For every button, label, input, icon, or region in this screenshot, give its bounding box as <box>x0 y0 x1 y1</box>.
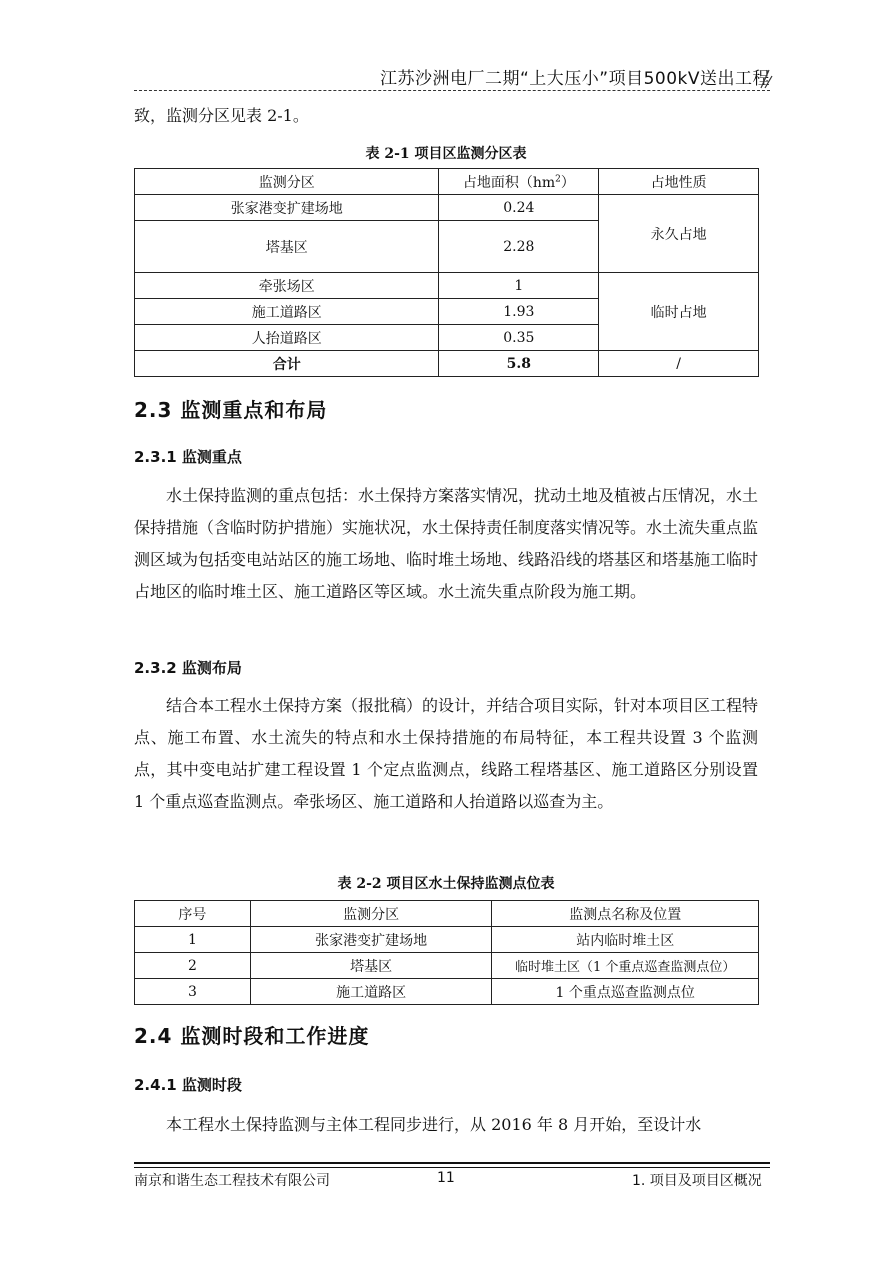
header-corner-mark <box>759 66 773 90</box>
table-header-cell: 占地性质 <box>599 169 759 195</box>
table-row <box>135 927 759 953</box>
table-cell: 施工道路区 <box>135 299 439 325</box>
intro-text: 致，监测分区见表 2-1。 <box>134 106 309 125</box>
section-2-3-heading: 2.3 监测重点和布局 <box>134 398 328 422</box>
table-cell: 2 <box>135 953 251 979</box>
table-2-1 <box>134 168 759 377</box>
table-cell: 人抬道路区 <box>135 325 439 351</box>
table-header-cell: 监测分区 <box>250 901 492 927</box>
header-divider <box>134 90 770 91</box>
table-cell-nature-permanent: 永久占地 <box>599 195 759 273</box>
table-total-row <box>135 351 759 377</box>
table-cell: 塔基区 <box>135 221 439 273</box>
footer-company: 南京和谐生态工程技术有限公司 <box>134 1173 330 1189</box>
table-cell: 3 <box>135 979 251 1005</box>
table-row <box>135 195 759 221</box>
subsection-2-3-2-heading: 2.3.2 监测布局 <box>134 659 242 677</box>
table-cell-nature-temporary: 临时占地 <box>599 273 759 351</box>
subsection-2-4-1-heading: 2.4.1 监测时段 <box>134 1076 242 1094</box>
footer-page-number: 11 <box>437 1170 455 1186</box>
table-header-row <box>135 169 759 195</box>
table-cell: 1 个重点巡查监测点位 <box>492 979 759 1005</box>
table2-caption: 表 2-2 项目区水土保持监测点位表 <box>337 876 555 892</box>
table-cell: 施工道路区 <box>250 979 492 1005</box>
page-header-title: 江苏沙洲电厂二期“上大压小”项目500kV送出工程 <box>379 69 770 89</box>
table-cell: 张家港变扩建场地 <box>250 927 492 953</box>
table-cell: 1 <box>135 927 251 953</box>
subsection-2-3-1-heading: 2.3.1 监测重点 <box>134 448 242 466</box>
table-header-cell: 序号 <box>135 901 251 927</box>
table-total-label: 合计 <box>135 351 439 377</box>
table-total-nature: / <box>599 351 759 377</box>
table-cell: 0.24 <box>439 195 599 221</box>
table-cell: 张家港变扩建场地 <box>135 195 439 221</box>
subsection-2-3-2-paragraph: 结合本工程水土保持方案（报批稿）的设计，并结合项目实际，针对本项目区工程特点、施工布置、水土流失的特点和水土保持措施的布局特征，本工程共设置 3 个监测点，其中变电站扩建工程设置 1 个定点监测点，线路工程塔基区、施工道路区分别设置 1 个重点巡查监测点。牵张场区、施工道路和人抬道路以巡查为主。 <box>134 696 759 811</box>
table-row <box>135 953 759 979</box>
footer-chapter: 1. 项目及项目区概况 <box>632 1173 762 1189</box>
footer-divider-thin <box>134 1167 770 1168</box>
table-cell: 牵张场区 <box>135 273 439 299</box>
subsection-2-4-1-paragraph: 本工程水土保持监测与主体工程同步进行，从 2016 年 8 月开始，至设计水 <box>166 1115 702 1134</box>
table-2-2 <box>134 900 759 1005</box>
table-cell: 2.28 <box>439 221 599 273</box>
table-header-cell: 监测点名称及位置 <box>492 901 759 927</box>
table-cell: 0.35 <box>439 325 599 351</box>
table-total-area: 5.8 <box>439 351 599 377</box>
table-cell: 1 <box>439 273 599 299</box>
table-header-cell: 占地面积$(hm^2)$ <box>439 169 599 195</box>
table-cell: 塔基区 <box>250 953 492 979</box>
footer-divider-thick <box>134 1162 770 1164</box>
table-cell: 1.93 <box>439 299 599 325</box>
section-2-4-heading: 2.4 监测时段和工作进度 <box>134 1024 370 1048</box>
table-header-row <box>135 901 759 927</box>
table-cell: 临时堆土区（1 个重点巡查监测点位） <box>492 953 759 979</box>
table-row <box>135 979 759 1005</box>
subsection-2-3-1-paragraph: 水土保持监测的重点包括：水土保持方案落实情况，扰动土地及植被占压情况，水土保持措施（含临时防护措施）实施状况，水土保持责任制度落实情况等。水土流失重点监测区域为包括变电站站区的施工场地、临时堆土场地、线路沿线的塔基区和塔基施工临时占地区的临时堆土区、施工道路区等区域。水土流失重点阶段为施工期。 <box>134 486 759 601</box>
table1-caption: 表 2-1 项目区监测分区表 <box>365 146 527 162</box>
table-cell: 站内临时堆土区 <box>492 927 759 953</box>
table-header-cell: 监测分区 <box>135 169 439 195</box>
